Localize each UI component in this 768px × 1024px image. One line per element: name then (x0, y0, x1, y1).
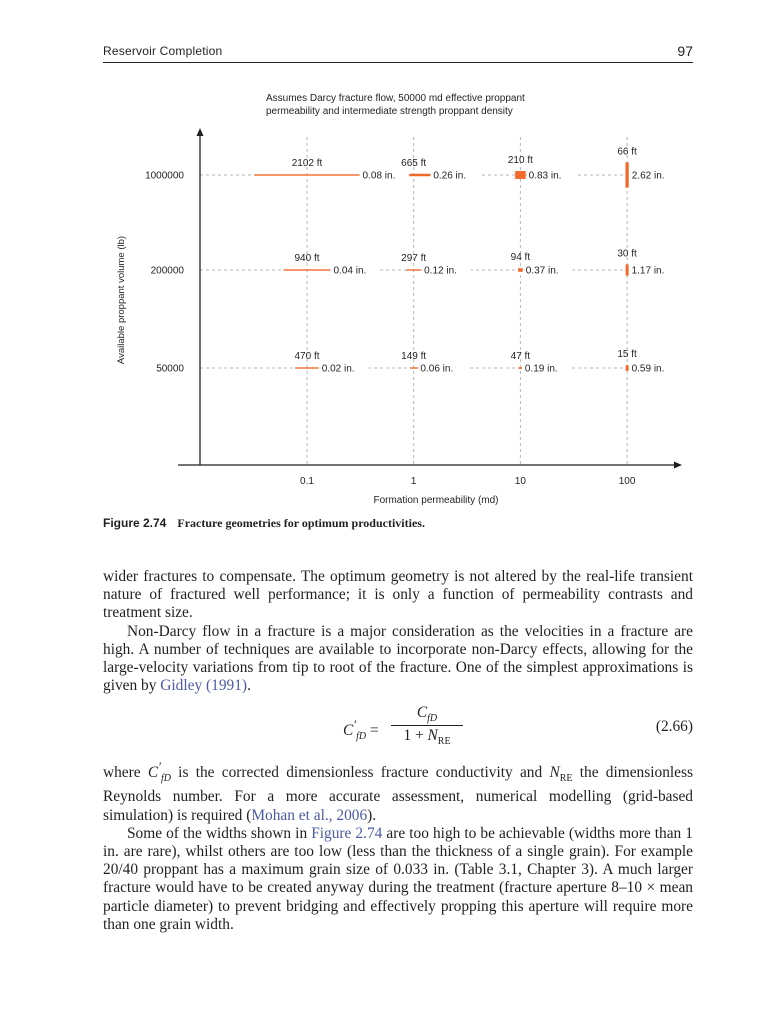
width-label: 0.06 in. (420, 363, 454, 375)
paragraph-4-rest: are too high to be achievable (widths more than 1 in. are rare), whilst others are too low (less than the thickness of a single grain). For example 20/40 proppant has a maximum grain size of 0.033 in. (Table 3.1, Chapter 3). A much larger fracture would have to be created anyway during the treatment (fracture aperture 8–10 × mean particle diameter) to prevent bridging and effectively propping this aperture will require more than one grain width. (103, 824, 693, 933)
caption-text: Fracture geometries for optimum productivities. (177, 516, 425, 530)
paragraph-1-text: wider fractures to compensate. The optimum geometry is not altered by the real-life transient nature of fractured well performance; it is only a function of permeability contrasts and treatment size. (103, 568, 693, 622)
x-tick-label: 1 (410, 476, 417, 487)
length-label: 149 ft (401, 351, 427, 362)
length-label: 210 ft (507, 155, 533, 167)
fracture-bar (519, 367, 522, 369)
paragraph-4-text: Some of the widths shown in (127, 824, 312, 842)
length-label: 94 ft (510, 252, 531, 264)
paragraph-2-text: Non-Darcy flow in a fracture is a major consideration as the velocities in a fracture are high. A number of techniques are available to incorporate non-Darcy effects, allowing for the large-velocity variations from tip to root of the fracture. One of the simplest approximations is given by (103, 622, 693, 695)
symbol-cfd-prime (147, 760, 171, 785)
figure-link-2-74[interactable]: Figure 2.74 (311, 824, 383, 842)
x-axis-label: Formation permeability (md) (373, 495, 499, 506)
paragraph-2 (103, 623, 693, 696)
fracture-bar (295, 367, 319, 368)
cfd-sub: fD (160, 773, 171, 785)
fracture-bar (515, 171, 526, 179)
running-head: Reservoir Completion (103, 44, 223, 58)
y-axis-arrow (197, 128, 204, 136)
length-label: 665 ft (401, 157, 427, 169)
fracture-bar (625, 162, 628, 187)
width-label: 0.19 in. (524, 363, 558, 375)
symbol-nre (549, 764, 573, 785)
eq-num-var: C (416, 704, 428, 721)
nre-var: N (549, 764, 560, 782)
paragraph-3-text: where (103, 764, 148, 782)
x-axis-arrow (674, 462, 682, 469)
eq-num-sub: fD (427, 713, 438, 725)
eq-lhs-var: C (343, 722, 354, 740)
width-label: 0.26 in. (433, 170, 467, 182)
length-label: 66 ft (617, 146, 637, 158)
width-label: 0.83 in. (528, 170, 562, 182)
fracture-bar (518, 268, 523, 272)
y-tick-label: 1000000 (145, 170, 184, 182)
eq-den-var: N (427, 727, 438, 744)
paragraph-2-end: . (247, 677, 251, 695)
equation-fraction (389, 704, 465, 747)
eq-den-prefix: 1 + (403, 727, 428, 744)
x-tick-label: 0.1 (300, 476, 314, 487)
eq-denominator (389, 727, 465, 747)
citation-link-mohan[interactable]: Mohan et al., 2006 (251, 806, 368, 824)
eq-den-sub: RE (437, 736, 451, 748)
y-tick-label: 50000 (156, 363, 184, 375)
width-label: 0.02 in. (321, 363, 355, 375)
length-label: 297 ft (401, 253, 427, 264)
x-tick-label: 100 (618, 476, 636, 487)
length-label: 15 ft (617, 349, 637, 361)
fracture-bar (254, 174, 359, 175)
eq-lhs-prime: ′ (353, 718, 357, 732)
citation-link-gidley[interactable]: Gidley (1991) (160, 677, 248, 695)
width-label: 1.17 in. (631, 265, 665, 277)
length-label: 2102 ft (291, 158, 323, 169)
width-label: 0.12 in. (424, 265, 457, 277)
paragraph-3-end: ). (367, 806, 377, 824)
text-block-upper (103, 568, 693, 695)
paragraph-3-mid: is the corrected dimensionless fracture conductivity and (170, 764, 550, 782)
fracture-bar (284, 269, 331, 270)
paragraph-4 (103, 825, 693, 934)
eq-fraction-bar (391, 725, 463, 726)
equation-2-66 (103, 704, 693, 752)
page-number: 97 (677, 43, 693, 59)
width-label: 0.08 in. (362, 170, 396, 182)
paragraph-1 (103, 568, 693, 623)
eq-equals: = (366, 722, 379, 740)
fracture-bar (410, 367, 417, 368)
text-block-lower (103, 758, 693, 934)
length-label: 47 ft (510, 351, 531, 362)
paragraph-3 (103, 758, 693, 825)
width-label: 0.59 in. (631, 363, 665, 375)
nre-sub: RE (559, 773, 573, 785)
cfd-prime: ′ (158, 760, 161, 774)
length-label: 470 ft (294, 351, 320, 362)
equation-number: (2.66) (655, 718, 693, 735)
cfd-var: C (147, 764, 159, 782)
fracture-bar (406, 269, 421, 270)
width-label: 0.37 in. (525, 265, 559, 277)
chart-title-line: Assumes Darcy fracture flow, 50000 md effective proppant (266, 93, 525, 104)
eq-lhs-sub: fD (356, 731, 367, 743)
paragraph-3-rest: the dimensionless Reynolds number. For a more accurate assessment, numerical modelling (grid-based simulation) is required ( (103, 764, 693, 824)
fracture-bar (626, 264, 629, 275)
chart-title-line: permeability and intermediate strength proppant density (266, 106, 513, 117)
width-label: 2.62 in. (631, 170, 665, 182)
caption-label: Figure 2.74 (103, 516, 167, 530)
fracture-bar (626, 365, 629, 371)
y-tick-label: 200000 (150, 265, 184, 277)
y-axis-label: Available proppant volume (lb) (116, 235, 127, 365)
eq-numerator (389, 704, 465, 724)
equation-lhs (343, 718, 379, 742)
width-label: 0.04 in. (333, 265, 367, 277)
length-label: 30 ft (617, 248, 637, 260)
length-label: 940 ft (294, 253, 320, 264)
figure-caption (103, 516, 425, 531)
x-tick-label: 10 (514, 476, 526, 487)
